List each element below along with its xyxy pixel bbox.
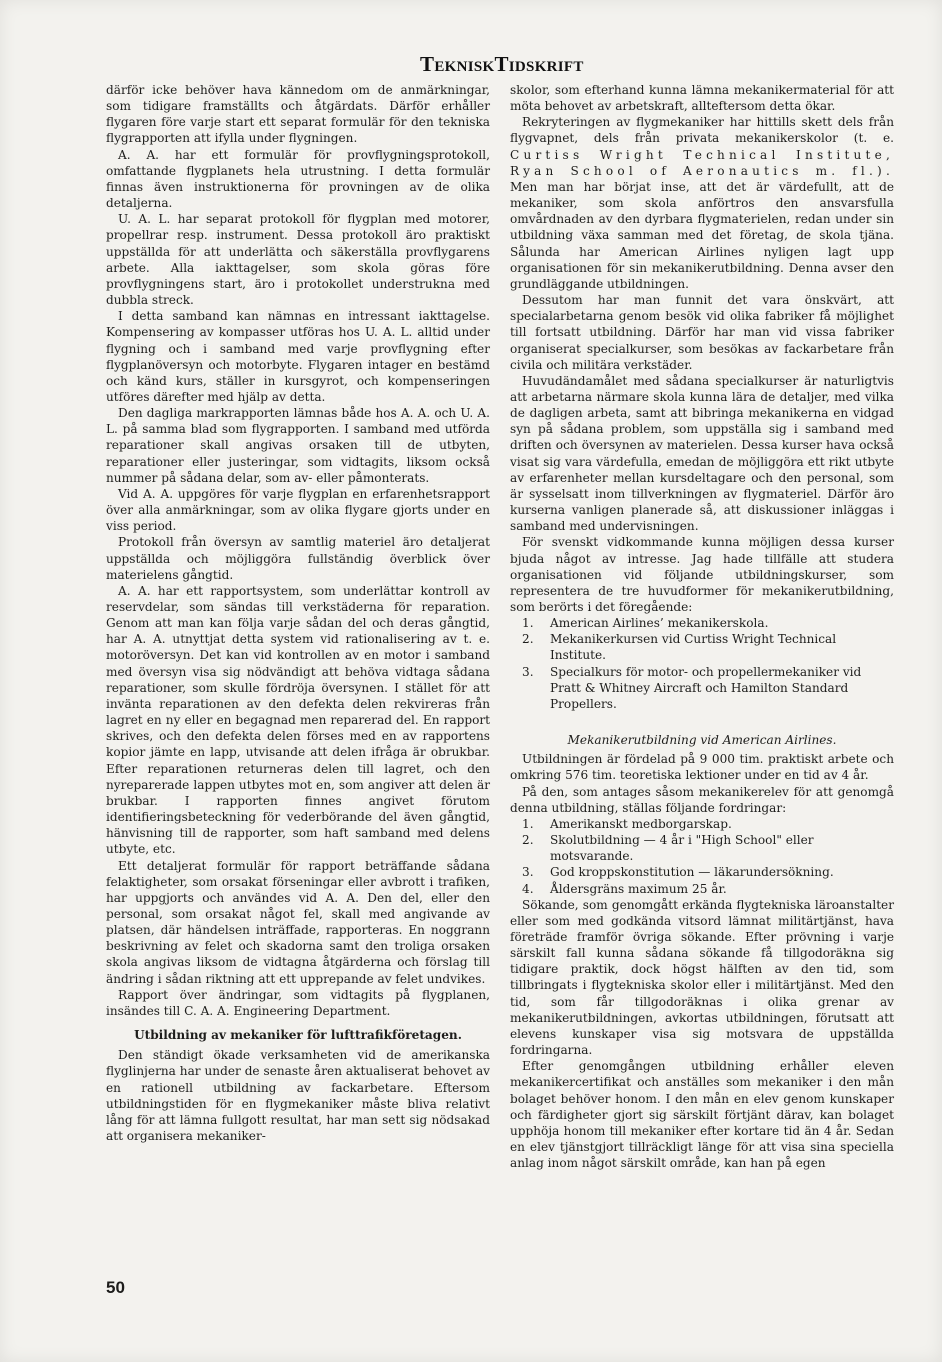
list-number: 2. <box>522 632 534 647</box>
right-paragraph: För svenskt vidkommande kunna möjligen dessa kurser bjuda något av intresse. Jag hade tillfälle att studera organisationen vid följande utbildningskurser, som representera de tre huvudformer för mekanikerutbildning, som berörts i det föregående: <box>510 535 894 614</box>
masthead-eknisk: EKNISK <box>434 59 495 75</box>
list-item <box>510 631 894 663</box>
list-text: Specialkurs för motor- och propellermekaniker vid Pratt & Whitney Aircraft och Hamilton Standard Propellers. <box>550 664 862 711</box>
left-paragraph: därför icke behöver hava kännedom om de anmärkningar, som tidigare framställts och åtgärdats. Därför erhåller flygaren före varje start ett separat formulär för den tekniska flygrapporten att ifylla under flygningen. <box>106 83 490 146</box>
list-number: 3. <box>522 865 534 880</box>
list-text: American Airlines’ mekanikerskola. <box>550 616 769 631</box>
list-number: 1. <box>522 616 534 631</box>
list-text: God kroppskonstitution — läkarundersökning. <box>550 865 834 880</box>
left-paragraph: Protokoll från översyn av samtlig materiel äro detaljerat uppställda och möjliggöra fullständig överblick över materielens gångtid. <box>106 535 490 582</box>
right-paragraph: Efter genomgången utbildning erhåller eleven mekanikercertifikat och anställes som mekaniker i den mån bolaget behöver honom. I den mån en elev genom kunskaper och färdigheter gjort sig särskilt förtjänt därav, kan bolaget upphöja honom till mekaniker efter kortare tid än 4 år. Sedan en elev tjänstgjort tillräckligt länge för att visa sina speciella anlag inom något särskilt område, kan han på egen <box>510 1059 894 1171</box>
right-paragraph: Huvudändamålet med sådana specialkurser är naturligtvis att arbetarna närmare skola kunna lära de detaljer, med vilka de dagligen arbeta, samt att bibringa mekanikerna en vidgad syn på sådana problem, som uppställa sig i samband med driften och översynen av materielen. Dessa kurser hava också visat sig vara värdefulla, emedan de möjliggöra ett rikt utbyte av erfarenheter mellan kursdeltagare och den personal, som är sysselsatt inom tillverkningen av flygmateriel. Därför äro kurserna vanligen planerade så, att diskussioner inläggas i samband med undervisningen. <box>510 373 894 534</box>
requirements-list <box>510 816 894 897</box>
list-item <box>510 615 894 631</box>
masthead-initial-t: T <box>420 52 435 76</box>
right-column <box>510 82 894 1171</box>
list-number: 3. <box>522 664 534 679</box>
section-heading-mechanic-training: Utbildning av mekaniker för lufttrafikföretagen. <box>134 1028 462 1043</box>
page-number: 50 <box>106 1278 125 1297</box>
list-number: 1. <box>522 816 534 831</box>
right-paragraph-recruitment <box>510 114 894 292</box>
list-item <box>510 664 894 712</box>
right-paragraph: skolor, som efterhand kunna lämna mekanikermaterial för att möta behovet av arbetskraft, allteftersom detta ökar. <box>510 83 894 114</box>
right-paragraph: Utbildningen är fördelad på 9 000 tim. praktiskt arbete och omkring 576 tim. teoretiska lektioner under en tid av 4 år. <box>510 752 894 783</box>
subheading-american-airlines: Mekanikerutbildning vid American Airlines. <box>567 733 837 748</box>
list-text: Amerikanskt medborgarskap. <box>550 816 732 831</box>
list-item <box>510 816 894 832</box>
list-item <box>510 881 894 897</box>
recruitment-text-b: Men man har börjat inse, att det är värdefullt, att de mekaniker, som skola anförtros den ansvarsfulla omvårdnaden av den dyrbara flygmaterielen, redan under sin utbildning växa samman med det företag, de skola tjäna. Sålunda har American Airlines nyligen lagt upp organisationen för sin mekanikerutbildning. Denna avser den grundläggande utbildningen. <box>510 179 894 291</box>
recruitment-schools-spaced: Curtiss Wright Technical Institute, Ryan School of Aeronautics m. fl.). <box>510 147 894 178</box>
course-list <box>510 615 894 712</box>
left-paragraph: A. A. har ett formulär för provflygningsprotokoll, omfattande flygplanets hela utrustning. I detta formulär finnas även instruktionerna för provningen av de olika detaljerna. <box>106 147 490 211</box>
left-paragraph: Ett detaljerat formulär för rapport beträffande sådana felaktigheter, som orsakat förseningar eller avbrott i trafiken, har uppgjorts och användes vid A. A. Den del, eller den personal, som orsakat något fel, skall med angivande av platsen, där händelsen inträffade, rapporteras. En noggrann beskrivning av felet och skadorna samt den troliga orsaken skola angivas liksom de vidtagna åtgärderna och förslag till ändring i sådan riktning att ett upprepande av felet undvikes. <box>106 858 490 986</box>
right-paragraph: På den, som antages såsom mekanikerelev för att genomgå denna utbildning, ställas följande fordringar: <box>510 784 894 815</box>
left-column <box>106 82 490 1144</box>
left-paragraph: Vid A. A. uppgöres för varje flygplan en erfarenhetsrapport över alla anmärkningar, som av olika flygare gjorts under en viss period. <box>106 486 490 534</box>
left-paragraph: U. A. L. har separat protokoll för flygplan med motorer, propellrar resp. instrument. Dessa protokoll äro praktiskt uppställda för att underlätta och säkerställa provflygarens arbete. Alla iakttagelser, som skola göras före provflygningens start, äro i protokollet understrukna med dubbla streck. <box>106 212 490 308</box>
right-paragraph: Dessutom har man funnit det vara önskvärt, att specialarbetarna genom besök vid olika fabriker få möjlighet till fortsatt utbildning. Därför har man vid vissa fabriker organiserat specialkurser, som besökas av fackarbetare från civila och militära verkstäder. <box>510 293 894 372</box>
left-paragraph: Den ständigt ökade verksamheten vid de amerikanska flyglinjerna har under de senaste åren aktualiserat behovet av en rationell utbildning av fackarbetare. Eftersom utbildningstiden för en flygmekaniker måste bliva relativt lång för att lämna fullgott resultat, har man sett sig nödsakad att organisera mekaniker- <box>106 1048 490 1143</box>
right-paragraph: Sökande, som genomgått erkända flygtekniska läroanstalter eller som med godkända vitsord lämnat militärtjänst, hava företräde framför övriga sökande. Efter prövning i varje särskilt fall kunna sådana sökande få tillgodoräkna sig tidigare praktik, dock högst hälften av den tid, som tillbringats i flygtekniska skolor eller i militärtjänst. Med den tid, som får tillgodoräknas i olika grenar av mekanikerutbildningen, avkortas utbildningen, förutsatt att elevens kunskaper visa sig motsvara de uppställda fordringarna. <box>510 897 894 1058</box>
list-number: 2. <box>522 833 534 848</box>
list-item <box>510 832 894 864</box>
list-text: Åldersgräns maximum 25 år. <box>550 881 727 896</box>
list-number: 4. <box>522 881 534 896</box>
masthead <box>420 52 590 77</box>
list-text: Skolutbildning — 4 år i "High School" eller motsvarande. <box>550 833 814 864</box>
left-paragraph: A. A. har ett rapportsystem, som underlättar kontroll av reservdelar, som sändas till verkstäderna för reparation. Genom att man kan följa varje sådan del och deras gångtid, har A. A. utnyttjat detta system vid rationalisering av t. e. motoröversyn. Det kan vid kontrollen av en motor i samband med översyn visa sig nödvändigt att behöva vidtaga sådana reparationer, som skulle fördröja översynen. I stället för att invänta reparationen av den defekta delen rekvireras från lagret en ny eller en begagnad men reparerad del. En rapport skrives, och den defekta delen förses med en av rapportens kopior jämte en lapp, utvisande att delen ifråga är obrukbar. Efter reparationen returneras delen till lagret, och den nyreparerade lappen utbytes mot en, som angiver att delen är brukbar. I rapporten finnes angivet förutom identifieringsbeteckning för vederbörande del även gångtid, hänvisning till de rapporter, som haft samband med delens utbyte, etc. <box>106 583 490 857</box>
left-paragraph: I detta samband kan nämnas en intressant iakttagelse. Kompensering av kompasser utföras hos U. A. L. alltid under flygning och i samband med varje provflygning efter flygplanöversyn och motorbyte. Flygaren intager en bestämd och känd kurs, ställer in kursgyrot, och kompenseringen utföres därefter med hjälp av detta. <box>106 309 490 404</box>
masthead-idskrift: IDSKRIFT <box>508 59 584 75</box>
recruitment-text-a: Rekryteringen av flygmekaniker har hittills skett dels från flygvapnet, dels från privata mekanikerskolor (t. e. <box>510 115 894 146</box>
left-paragraph: Den dagliga markrapporten lämnas både hos A. A. och U. A. L. på samma blad som flygrapporten. I samband med utförda reparationer skall angivas orsaken till de utbyten, reparationer eller justeringar, som vidtagits, liksom också nummer på sådana delar, som av- eller påmonterats. <box>106 406 490 485</box>
left-paragraph: Rapport över ändringar, som vidtagits på flygplanen, insändes till C. A. A. Engineering Department. <box>106 987 490 1018</box>
masthead-initial-t2: T <box>494 52 509 76</box>
list-item <box>510 864 894 880</box>
list-text: Mekanikerkursen vid Curtiss Wright Technical Institute. <box>550 632 837 663</box>
